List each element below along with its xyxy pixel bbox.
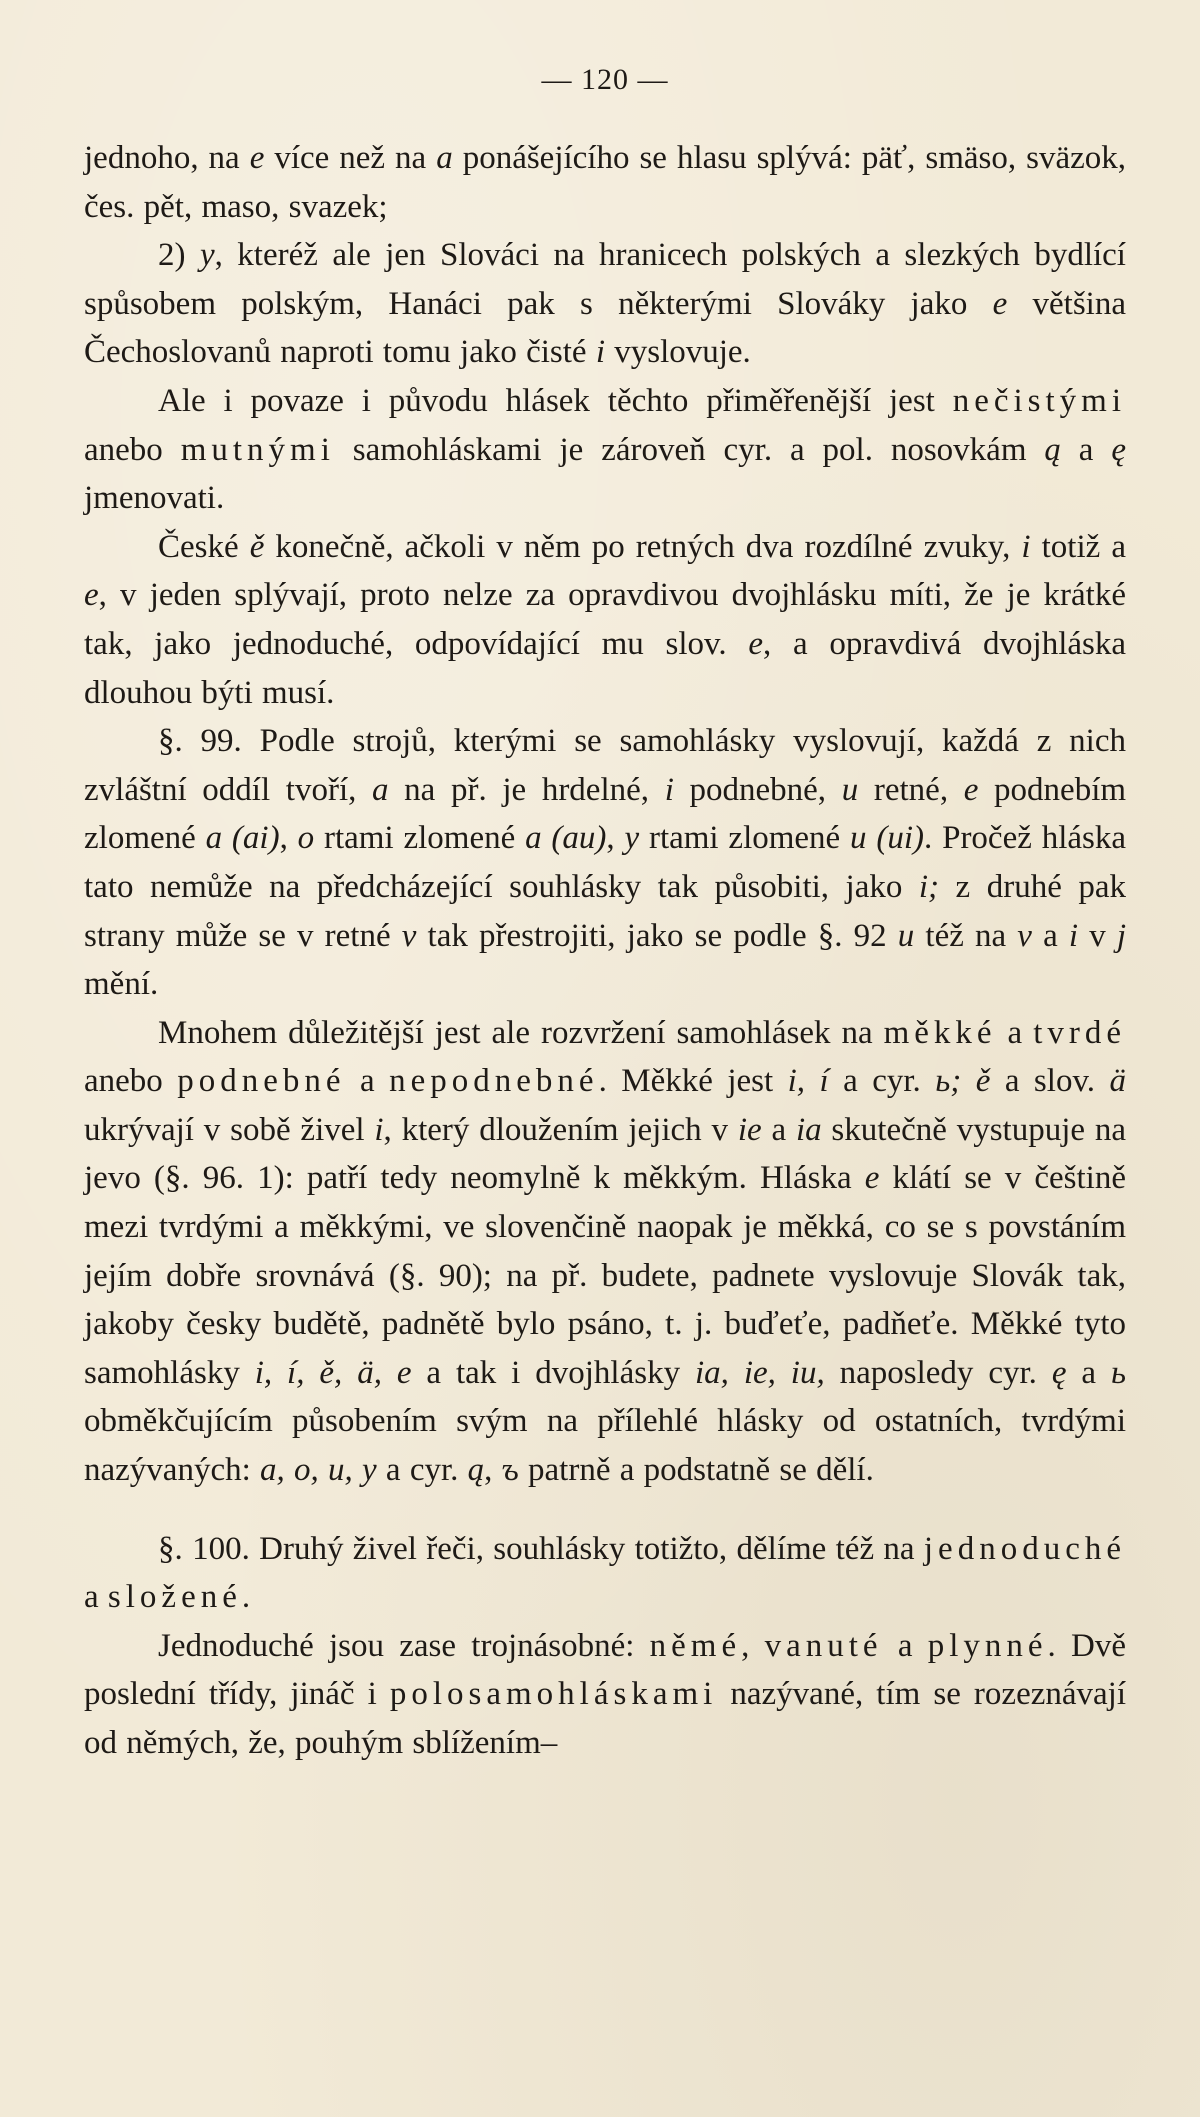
italic-term: ę xyxy=(1051,1354,1067,1391)
spaced-term: nepodnebné xyxy=(389,1063,599,1100)
italic-term: e xyxy=(992,285,1008,322)
text-run: 2) xyxy=(158,237,200,274)
text-run: a cyr. xyxy=(376,1452,468,1489)
text-run: totiž a xyxy=(1030,528,1126,565)
text-run: České xyxy=(158,528,250,565)
italic-term: i xyxy=(1021,528,1031,565)
text-run: patrně a podstatně se dělí. xyxy=(518,1452,874,1489)
italic-term: v xyxy=(401,917,417,954)
text-run: jmenovati. xyxy=(84,480,225,517)
italic-term: j xyxy=(1116,917,1127,954)
paragraph xyxy=(84,231,1126,377)
italic-term: i xyxy=(374,1111,384,1148)
text-run: , xyxy=(484,1452,502,1489)
italic-term: i, í xyxy=(787,1063,829,1100)
text-run: tak přestrojiti, jako se podle §. 92 xyxy=(416,917,898,954)
italic-term: i xyxy=(1068,917,1079,954)
text-run: , kteréž ale jen Slováci na hranicech polských a slezkých bydlící spůsobem polským, Hanáci pak s některými Slováky jako xyxy=(84,237,1126,322)
italic-term: a (ai) xyxy=(205,820,280,857)
italic-term: y xyxy=(199,237,215,274)
paragraph xyxy=(84,134,1126,231)
italic-term: u xyxy=(841,771,859,808)
text-run: . Dvě poslední třídy, jináč i xyxy=(84,1627,1126,1713)
text-run: , který dloužením jejich v xyxy=(383,1111,738,1148)
text-run: podnebné, xyxy=(673,771,842,808)
italic-term: e xyxy=(84,577,99,614)
italic-term: e xyxy=(249,140,265,176)
text-run: více než na xyxy=(264,140,437,176)
italic-term: u xyxy=(897,917,915,954)
text-run: konečně, ačkoli v něm po retných dva rozdílné zvuky, xyxy=(264,528,1022,565)
text-run: Ale i povaze i původu hlásek těchto přiměřenější jest xyxy=(158,382,953,419)
paragraph xyxy=(84,1622,1126,1768)
text-run: a xyxy=(882,1627,928,1664)
spaced-term: nečistými xyxy=(952,382,1126,419)
text-run: , xyxy=(741,1627,765,1664)
text-run: rtami zlomené xyxy=(639,820,851,857)
paragraph xyxy=(84,377,1126,523)
italic-term: e xyxy=(864,1160,880,1197)
text-run: . Měkké jest xyxy=(598,1063,788,1100)
italic-term: ą xyxy=(467,1452,485,1489)
text-run: též na xyxy=(914,917,1018,954)
spaced-term: jednoduché xyxy=(923,1530,1126,1567)
text-run: §. 100. Druhý živel řeči, souhlásky totižto, dělíme též na xyxy=(158,1530,924,1567)
spaced-term: mutnými xyxy=(180,431,335,468)
spaced-term: plynné xyxy=(927,1627,1048,1664)
text-run: a xyxy=(345,1063,390,1100)
text-run: a xyxy=(1060,431,1112,468)
text-run: retné, xyxy=(858,771,964,808)
text-run: a tak i dvojhlásky xyxy=(411,1354,695,1391)
text-run: , xyxy=(279,820,298,857)
text-run: jednoho, na xyxy=(84,140,250,176)
text-run: rtami zlomené xyxy=(314,820,526,857)
spaced-term: tvrdé xyxy=(1033,1014,1126,1051)
italic-term: ie xyxy=(737,1111,762,1148)
italic-term: y xyxy=(624,820,640,857)
italic-term: ä xyxy=(1109,1063,1126,1100)
italic-term: ia, ie, iu, xyxy=(695,1354,825,1391)
text-run: a xyxy=(84,1579,108,1616)
italic-term: e xyxy=(963,771,979,808)
text-run: a slov. xyxy=(990,1063,1110,1100)
paragraph xyxy=(84,1009,1126,1495)
text-run: nazývané, tím se rozeznávají od němých, že, pouhým sblížením– xyxy=(84,1676,1126,1761)
text-run: skutečně vystupuje na jevo (§. 96. 1): patří tedy neomylně k měkkým. Hláska xyxy=(84,1111,1126,1197)
text-run: vyslovuje. xyxy=(604,334,751,371)
italic-term: ь xyxy=(1110,1354,1126,1391)
text-run: ukrývají v sobě živel xyxy=(84,1111,375,1148)
italic-term: a xyxy=(372,771,389,808)
page-number: — 120 — xyxy=(541,63,669,96)
text-run: , xyxy=(606,820,625,857)
text-run: naposledy cyr. xyxy=(824,1354,1052,1391)
paragraph xyxy=(84,717,1126,1009)
italic-term: ě xyxy=(249,528,265,565)
text-run: v xyxy=(1078,917,1117,954)
italic-term: ę xyxy=(1111,431,1127,468)
paragraph xyxy=(84,523,1126,717)
italic-term: o xyxy=(297,820,315,857)
text-run: většina Čechoslovanů naproti tomu jako čisté xyxy=(84,285,1126,371)
italic-term: ь; ě xyxy=(935,1063,991,1100)
text-run: anebo xyxy=(84,1063,178,1100)
text-run: Jednoduché jsou zase trojnásobné: xyxy=(158,1627,650,1664)
text-run: Mnohem důležitější jest ale rozvržení samohlásek na xyxy=(158,1014,884,1051)
text-run: anebo xyxy=(84,431,181,468)
italic-term: i xyxy=(664,771,674,808)
body-text xyxy=(84,134,1126,1768)
text-run: , a opravdivá dvojhláska dlouhou býti musí. xyxy=(84,625,1126,711)
text-run: a cyr. xyxy=(828,1063,936,1100)
paragraph xyxy=(84,1525,1126,1622)
italic-term: a (au) xyxy=(525,820,607,857)
text-run: na př. je hrdelné, xyxy=(388,771,665,808)
spaced-term: polosamohláskami xyxy=(389,1676,718,1713)
italic-term: v xyxy=(1017,917,1032,954)
italic-term: i, í, ě, ä, e xyxy=(254,1354,412,1391)
text-run: obměkčujícím působením svým na přílehlé hlásky od ostatních, tvrdými nazývaných: xyxy=(84,1403,1126,1489)
spaced-term: němé xyxy=(649,1627,742,1664)
text-run: §. 99. Podle strojů, kterými se samohlásky vyslovují, každá z nich zvláštní oddíl tvoří, xyxy=(84,723,1126,808)
italic-term: a xyxy=(436,140,453,176)
text-run: a xyxy=(996,1014,1034,1051)
text-run: ponášejícího se hlasu splývá: päť, smäso, sväzok, čes. pět, maso, svazek; xyxy=(84,140,1126,225)
italic-term: u (ui) xyxy=(850,820,925,857)
italic-term: ą xyxy=(1044,431,1061,468)
text-run: a xyxy=(1031,917,1069,954)
text-run: mění. xyxy=(84,966,159,1003)
text-run: samohláskami je zároveň cyr. a pol. nosovkám xyxy=(334,431,1045,468)
italic-term: a, o, u, y xyxy=(260,1452,377,1489)
spaced-term: vanuté xyxy=(764,1627,883,1664)
spaced-term: složené xyxy=(107,1579,242,1616)
italic-term: i xyxy=(595,334,605,371)
text-run: a xyxy=(761,1111,796,1148)
italic-term: e xyxy=(748,625,763,662)
spaced-term: podnebné xyxy=(177,1063,346,1100)
text-run: podnebím zlomené xyxy=(84,771,1127,857)
italic-term: i; xyxy=(918,868,940,905)
text-run: . Pročež hláska tato nemůže na předcházející souhlásky tak působiti, jako xyxy=(84,820,1127,905)
text-run: . xyxy=(241,1579,251,1616)
text-run: a xyxy=(1066,1354,1111,1391)
italic-term: ъ xyxy=(501,1452,519,1489)
text-run: z druhé pak strany může se v retné xyxy=(84,868,1126,954)
spaced-term: měkké xyxy=(883,1014,997,1051)
text-run: , v jeden splývají, proto nelze za opravdivou dvojhlásku míti, že je krátké tak, jako jednoduché, odpovídající mu slov. xyxy=(84,577,1126,662)
italic-term: ia xyxy=(795,1111,822,1148)
text-run: klátí se v češtině mezi tvrdými a měkkými, ve slovenčině naopak je měkká, co se s povstáním jejím dobře srovnává (§. 90); na př. budete, padnete vyslovuje Slovák tak, jakoby česky budětě, padnětě bylo psáno, t. j. buďeťe, padňeťe. Měkké tyto samohlásky xyxy=(84,1160,1126,1391)
